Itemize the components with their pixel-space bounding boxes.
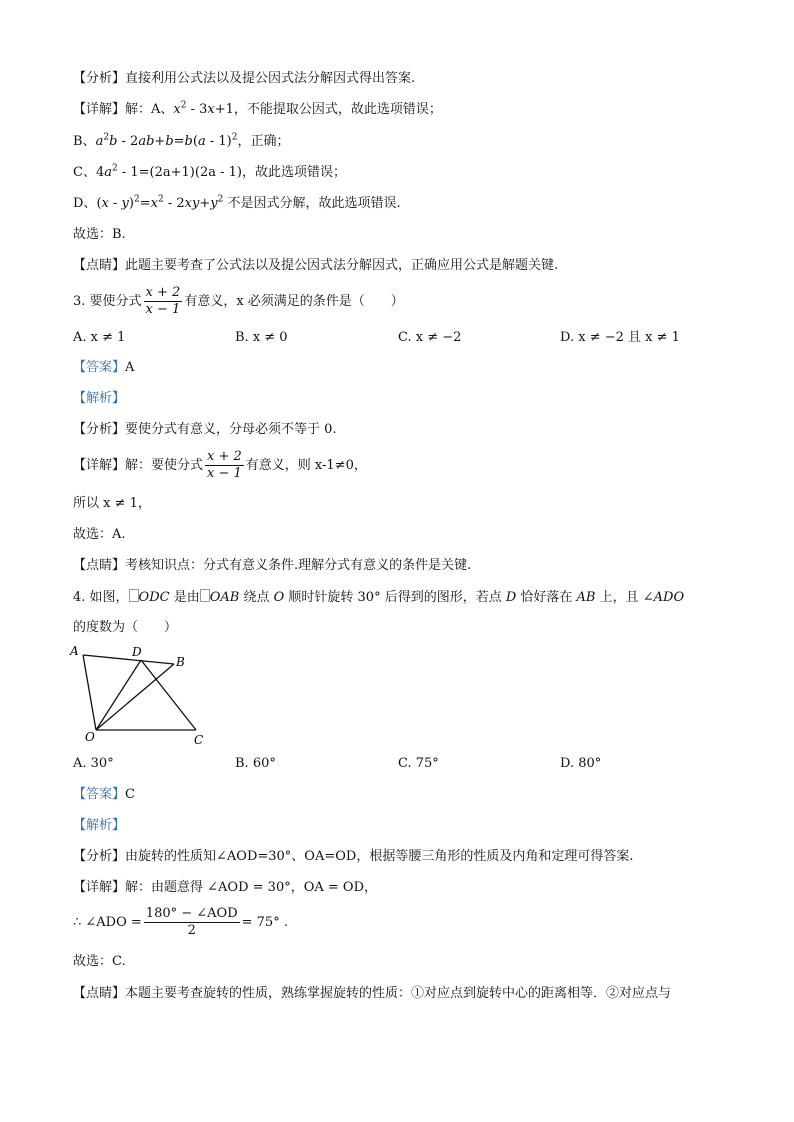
q4-option-b: B. 60°: [235, 756, 276, 771]
q4-stem-line2: 的度数为（ ）: [73, 620, 178, 635]
expr-x: x: [173, 102, 181, 117]
expr-part: - 3: [186, 102, 208, 117]
option-c-rest: - 1=(2a+1)(2a - 1)，故此选项错误；: [117, 165, 346, 180]
analysis-tag: 【分析】: [73, 422, 126, 437]
stem-part: 顺时针旋转 30° 后得到的图形，若点: [284, 590, 506, 605]
label-c: C: [194, 733, 204, 747]
q2-option-d-line: D、$(x - y)^2=x^2 - 2xy+y^2$ 不是因式分解，故此选项错误.: [73, 194, 401, 211]
q2-option-b-line: B、$a^2b - 2ab+b=b(a - 1)^2$，正确；: [73, 132, 290, 149]
expr-b: a: [95, 134, 104, 149]
expr-b: b: [109, 134, 118, 149]
frac-denominator: 2: [187, 923, 196, 938]
analysis-tag: 【分析】: [73, 849, 126, 864]
expr-b: b: [184, 134, 193, 149]
comment-tag: 【点睛】: [73, 258, 126, 273]
option-d-rest: 不是因式分解，故此选项错误.: [227, 196, 401, 211]
detail-tag: 【详解】: [73, 102, 126, 117]
expr-c: a: [104, 165, 112, 180]
comment-text: 此题主要考查了公式法以及提公因式法分解因式，正确应用公式是解题关键.: [125, 258, 559, 273]
q4-therefore: [73, 904, 288, 942]
expr-d: xy: [184, 196, 200, 211]
analysis-text: 要使分式有意义，分母必须不等于 0.: [125, 422, 337, 437]
analysis-text: 由旋转的性质知∠AOD=30°、OA=OD，根据等腰三角形的性质及内角和定理可得答案.: [125, 849, 634, 864]
q3-detail-fraction: [205, 449, 244, 482]
expr-d: x: [101, 196, 109, 211]
frac-denominator: x − 1: [207, 466, 242, 481]
q4-option-c: C. 75°: [398, 756, 439, 771]
detail-tag: 【详解】: [73, 458, 126, 473]
q3-so: 所以 x ≠ 1，: [73, 496, 151, 511]
detail-post: 有意义，则 x-1≠0，: [245, 458, 367, 473]
option-b-rest: ，正确；: [237, 134, 290, 149]
q4-choice: 故选：C.: [73, 954, 126, 969]
segment-od: [96, 660, 141, 730]
segment-ab: [83, 655, 174, 664]
stem-part: 上，且 ∠: [595, 590, 654, 605]
label-o: O: [85, 730, 95, 744]
expr-b: a: [197, 134, 206, 149]
expr-b: ab: [138, 134, 155, 149]
q3-detail: [73, 447, 367, 485]
q2-choice: 故选：B.: [73, 227, 126, 242]
q3-choice: 故选：A.: [73, 527, 126, 542]
q3-option-b: B. x ≠ 0: [235, 330, 288, 345]
q3-stem: [73, 284, 404, 320]
point-o: O: [273, 590, 285, 605]
q3-number: 3. 要使分式: [73, 294, 142, 309]
label-b: B: [176, 655, 185, 669]
q4-number: 4. 如图，: [73, 590, 129, 605]
missing-triangle-glyph: [200, 589, 210, 602]
label-d: D: [132, 645, 142, 659]
segment-dc: [141, 660, 196, 730]
analysis-text: 直接利用公式法以及提公因式法分解因式得出答案.: [125, 71, 416, 86]
q4-option-d: D. 80°: [560, 756, 602, 771]
comment-tag: 【点睛】: [73, 986, 126, 1001]
q3-fraction: [144, 285, 183, 318]
therefore-pre: ∴ ∠ADO =: [73, 915, 142, 930]
q4-explain-tag: 【解析】: [73, 818, 126, 833]
q3-stem-text: 有意义，x 必须满足的条件是（ ）: [184, 294, 404, 309]
q4-comment: [73, 985, 671, 1003]
q2-detail: 【详解】解：A、$x^2 - 3x+1$，不能提取公因式，故此选项错误；: [73, 100, 442, 117]
q3-answer: [73, 359, 134, 377]
q3-option-d: D. x ≠ −2 且 x ≠ 1: [560, 330, 680, 345]
segment-ab: AB: [576, 590, 596, 605]
q2-comment: [73, 257, 558, 275]
angle-ado: ADO: [653, 590, 685, 605]
q4-analysis: [73, 848, 633, 866]
frac-numerator: x + 2: [207, 449, 242, 464]
q3-explain-tag: 【解析】: [73, 391, 126, 406]
stem-part: 是由: [169, 590, 200, 605]
q4-fraction: [144, 906, 240, 939]
expr-d: x: [150, 196, 158, 211]
q4-answer: [73, 786, 135, 804]
option-d-prefix: D、: [73, 196, 97, 211]
analysis-tag: 【分析】: [73, 71, 126, 86]
expr-b: b: [165, 134, 174, 149]
q3-comment: [73, 557, 471, 575]
frac-denominator: x − 1: [145, 302, 181, 317]
option-b-prefix: B、: [73, 134, 96, 149]
detail-pre: 解：要使分式: [125, 458, 204, 473]
q3-option-a: A. x ≠ 1: [73, 330, 126, 345]
q2-option-c-line: C、$4a^2 - 1=(2a+1)(2a - 1)$，故此选项错误；: [73, 163, 346, 180]
stem-part: 绕点: [239, 590, 274, 605]
q2-analysis: [73, 70, 415, 88]
triangle-odc: ODC: [138, 590, 170, 605]
detail-tag: 【详解】: [73, 880, 126, 895]
stem-part: 恰好落在: [516, 590, 577, 605]
answer-tag: 【答案】: [73, 787, 126, 802]
segment-ob: [96, 664, 174, 730]
detail-intro: 解：A、: [125, 102, 174, 117]
answer-tag: 【答案】: [73, 360, 126, 375]
frac-numerator: 180° − ∠AOD: [145, 906, 238, 921]
detail-text: 解：由题意得 ∠AOD = 30°，OA = OD，: [125, 880, 377, 895]
answer-value: C: [125, 787, 135, 802]
q4-stem-line1: [73, 589, 684, 607]
q4-rotation-figure: [68, 642, 218, 748]
comment-text: 考核知识点：分式有意义条件.理解分式有意义的条件是关键.: [125, 558, 472, 573]
frac-numerator: x + 2: [145, 285, 181, 300]
q4-detail: [73, 879, 377, 897]
expr-x: x: [207, 102, 215, 117]
point-d: D: [505, 590, 517, 605]
expr-d: y: [121, 196, 129, 211]
comment-tag: 【点睛】: [73, 558, 126, 573]
q3-option-c: C. x ≠ −2: [398, 330, 462, 345]
answer-value: A: [125, 360, 135, 375]
triangle-oab: OAB: [209, 590, 240, 605]
q4-option-a: A. 30°: [73, 756, 114, 771]
comment-text: 本题主要考查旋转的性质，熟练掌握旋转的性质：①对应点到旋转中心的距离相等．②对应点与: [125, 986, 672, 1001]
option-c-prefix: C、4: [73, 165, 105, 180]
therefore-post: = 75° .: [241, 915, 288, 930]
q3-analysis: [73, 421, 337, 439]
expr-d: y: [210, 196, 218, 211]
expr-part: +1，不能提取公因式，故此选项错误；: [214, 102, 442, 117]
label-a: A: [70, 644, 79, 658]
missing-triangle-glyph: [129, 589, 139, 602]
segment-oa: [83, 655, 96, 730]
